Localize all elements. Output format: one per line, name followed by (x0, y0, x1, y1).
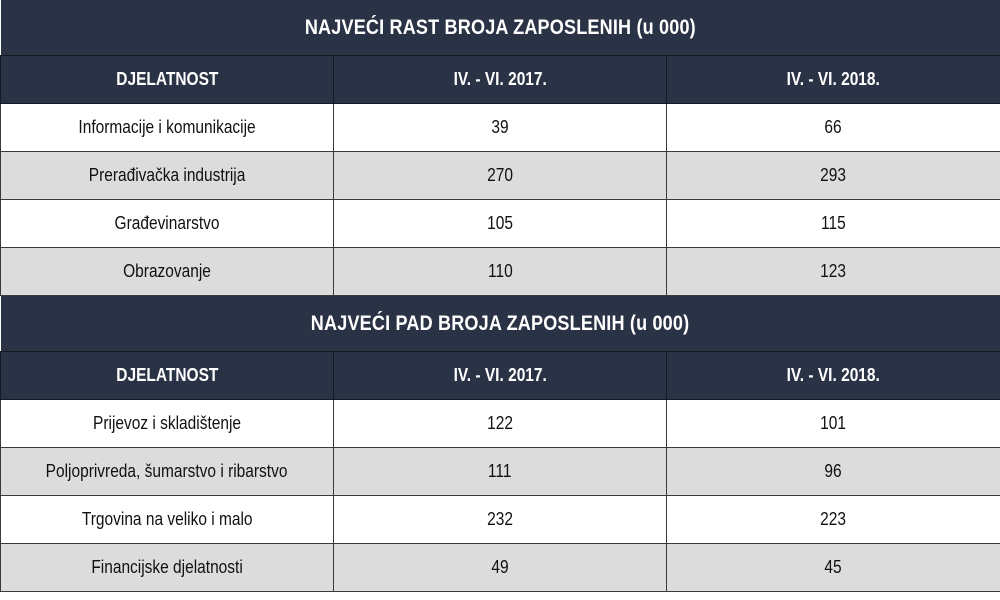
value-2017-cell: 110 (334, 248, 667, 296)
value-2017-cell: 105 (334, 200, 667, 248)
decline-title-row (1, 296, 1000, 352)
table-row (1, 104, 1000, 152)
decline-table (0, 296, 1000, 592)
table-row (1, 248, 1000, 296)
column-header-activity: DJELATNOST (1, 352, 334, 400)
value-2018-cell: 66 (667, 104, 1000, 152)
activity-cell: Prerađivačka industrija (1, 152, 334, 200)
value-2018-cell: 223 (667, 496, 1000, 544)
column-header-activity: DJELATNOST (1, 56, 334, 104)
value-2018-cell: 115 (667, 200, 1000, 248)
column-header-2018: IV. - VI. 2018. (667, 352, 1000, 400)
activity-cell: Financijske djelatnosti (1, 544, 334, 592)
table-row (1, 496, 1000, 544)
decline-title: NAJVEĆI PAD BROJA ZAPOSLENIH (u 000) (1, 296, 1000, 352)
growth-title-row (1, 0, 1000, 56)
activity-cell: Poljoprivreda, šumarstvo i ribarstvo (1, 448, 334, 496)
growth-header-row (1, 56, 1000, 104)
activity-cell: Informacije i komunikacije (1, 104, 334, 152)
growth-table (0, 0, 1000, 296)
table-row (1, 400, 1000, 448)
value-2017-cell: 122 (334, 400, 667, 448)
activity-cell: Građevinarstvo (1, 200, 334, 248)
decline-header-row (1, 352, 1000, 400)
value-2017-cell: 270 (334, 152, 667, 200)
column-header-2018: IV. - VI. 2018. (667, 56, 1000, 104)
activity-cell: Trgovina na veliko i malo (1, 496, 334, 544)
table-row (1, 200, 1000, 248)
value-2018-cell: 96 (667, 448, 1000, 496)
value-2018-cell: 293 (667, 152, 1000, 200)
column-header-2017: IV. - VI. 2017. (334, 352, 667, 400)
table-row (1, 544, 1000, 592)
value-2017-cell: 111 (334, 448, 667, 496)
table-row (1, 448, 1000, 496)
value-2017-cell: 232 (334, 496, 667, 544)
column-header-2017: IV. - VI. 2017. (334, 56, 667, 104)
value-2017-cell: 49 (334, 544, 667, 592)
activity-cell: Obrazovanje (1, 248, 334, 296)
value-2017-cell: 39 (334, 104, 667, 152)
value-2018-cell: 45 (667, 544, 1000, 592)
activity-cell: Prijevoz i skladištenje (1, 400, 334, 448)
table-row (1, 152, 1000, 200)
growth-title: NAJVEĆI RAST BROJA ZAPOSLENIH (u 000) (1, 0, 1000, 56)
value-2018-cell: 123 (667, 248, 1000, 296)
value-2018-cell: 101 (667, 400, 1000, 448)
